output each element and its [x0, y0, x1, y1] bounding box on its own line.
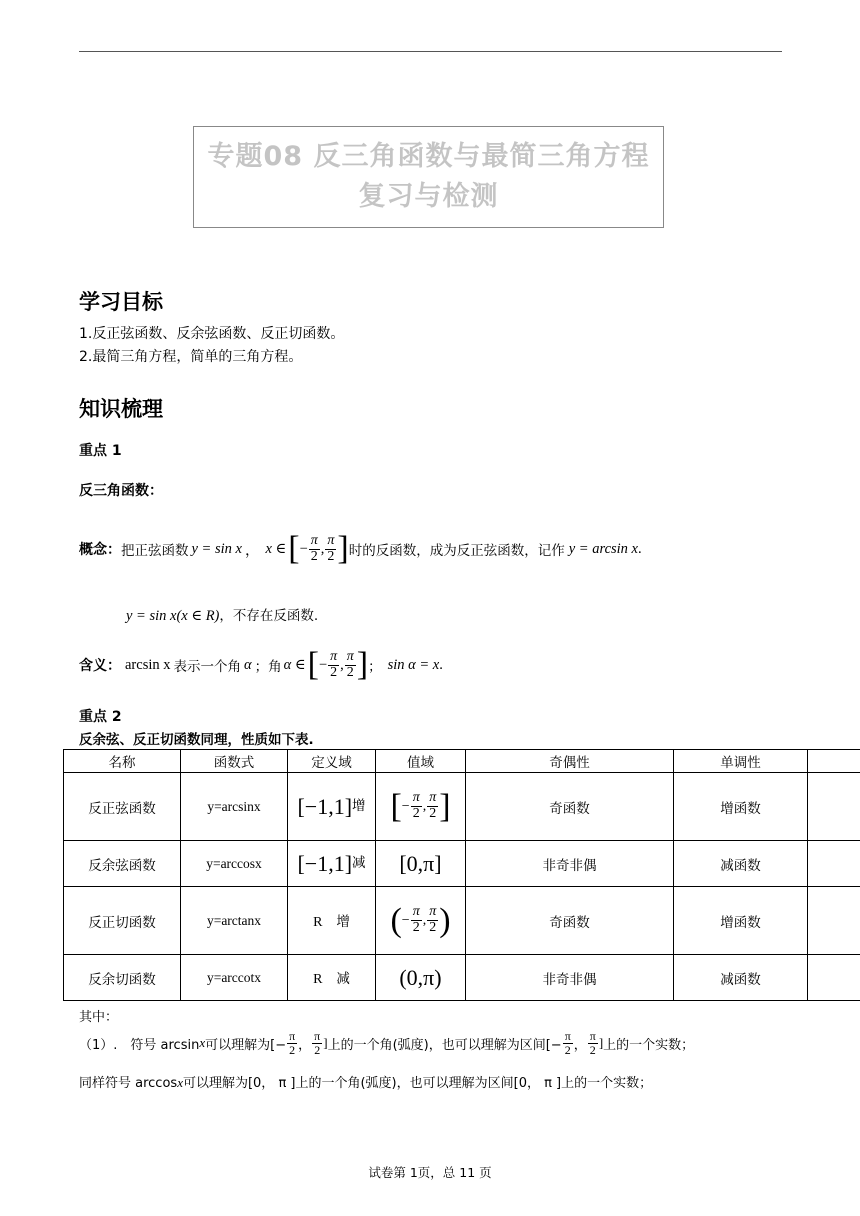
notes-frac-1: $\frac{\pi}{2}$	[289, 1029, 296, 1057]
title-box	[193, 126, 664, 228]
minus-sign-2: −	[318, 656, 328, 673]
concept-text-b: 时的反函数，成为反正弦函数，记作	[348, 543, 565, 559]
meaning-text-c: ；	[368, 659, 382, 675]
concept-expr-b: x ∈	[265, 540, 287, 557]
meaning-text-a: 表示一个角	[173, 659, 241, 675]
cell-monotonicity: 增函数	[674, 887, 808, 955]
no-inverse-text: ，不存在反函数.	[219, 608, 319, 624]
point1-label: 重点 1	[79, 443, 122, 459]
header-rule	[79, 51, 782, 52]
concept-label: 概念：	[79, 542, 121, 558]
concept-expr-a: y = sin x	[191, 540, 242, 557]
cell-domain: [−1,1]减	[288, 841, 376, 887]
cell-formula: y=arctanx	[181, 887, 288, 955]
meaning-expr-a: arcsin x	[125, 656, 171, 673]
notes-frac-4: $\frac{\pi}{2}$	[589, 1029, 596, 1057]
point1-title: 反三角函数：	[79, 483, 163, 499]
concept-line	[79, 532, 642, 566]
meaning-line	[79, 648, 443, 682]
cell-formula: y=arccosx	[181, 841, 288, 887]
cell-domain: R 减	[288, 955, 376, 1001]
fraction-pi-2: $\frac{\pi}{2}$	[327, 532, 335, 564]
cell-extra	[808, 955, 860, 1001]
cell-extra	[808, 841, 860, 887]
meaning-label: 含义：	[79, 658, 121, 674]
cell-monotonicity: 增函数	[674, 773, 808, 841]
cell-range: (− $\frac{\pi}{2}$ , $\frac{\pi}{2}$ )	[376, 887, 466, 955]
cell-name: 反正弦函数	[64, 773, 181, 841]
notes-close-1: ]	[323, 1035, 328, 1051]
cell-parity: 奇函数	[466, 773, 674, 841]
minus-sign: −	[299, 540, 308, 557]
interval-close-bracket: ]	[337, 530, 349, 567]
interval-open-bracket: [	[288, 530, 300, 567]
header-monotonicity: 单调性	[674, 750, 808, 773]
title-line-2: 复习与检测	[358, 181, 499, 212]
meaning-expr-c: sin α = x	[387, 656, 440, 673]
notes-2a: 同样符号 arccos	[79, 1076, 178, 1091]
header-extra	[808, 750, 860, 773]
cell-name: 反余弦函数	[64, 841, 181, 887]
header-name: 名称	[64, 750, 181, 773]
table-row	[64, 841, 860, 887]
header-domain: 定义域	[288, 750, 376, 773]
cell-extra	[808, 887, 860, 955]
comma-2: ,	[340, 656, 344, 673]
fraction-neg-pi-2: $\frac{\pi}{2}$	[310, 532, 318, 564]
title-line-1: 专题08 反三角函数与最简三角方程	[207, 141, 650, 172]
cell-name: 反正切函数	[64, 887, 181, 955]
comma: ,	[320, 540, 325, 557]
cell-range: [− $\frac{\pi}{2}$ , $\frac{\pi}{2}$ ]	[376, 773, 466, 841]
notes-1a: （1）. 符号 arcsin	[79, 1037, 200, 1053]
no-inverse-expr: y = sin x(x ∈ R)	[126, 608, 220, 624]
meaning-expr-b: α ∈	[283, 656, 306, 673]
concept-sep: ，	[244, 542, 260, 559]
meaning-alpha: α	[244, 656, 252, 673]
header-parity: 奇偶性	[466, 750, 674, 773]
notes-2b: 可以理解为[0， π ]上的一个角(弧度)，也可以理解为区间[0， π ]上的一个实数；	[182, 1076, 653, 1091]
header-formula: 函数式	[181, 750, 288, 773]
cell-range: (0,π)	[376, 955, 466, 1001]
knowledge-heading: 知识梳理	[79, 397, 163, 421]
notes-comma-2: ，	[573, 1037, 587, 1053]
point2-label: 重点 2	[79, 709, 122, 725]
cell-name: 反余切函数	[64, 955, 181, 1001]
notes-1b: 可以理解为[−	[205, 1037, 287, 1053]
goals-heading: 学习目标	[79, 290, 163, 314]
cell-range: [0,π]	[376, 841, 466, 887]
notes-1c: 上的一个角(弧度)，也可以理解为区间[−	[327, 1037, 562, 1053]
interval-close-bracket-2: ]	[356, 646, 369, 683]
meaning-end: .	[439, 656, 443, 673]
cell-monotonicity: 减函数	[674, 955, 808, 1001]
table-row	[64, 887, 860, 955]
cell-parity: 非奇非偶	[466, 841, 674, 887]
fraction-pi-2-b: $\frac{\pi}{2}$	[346, 648, 354, 680]
concept-end: .	[638, 540, 642, 557]
goal-item-2: 2.最简三角方程，简单的三角方程。	[79, 349, 303, 365]
notes-frac-2: $\frac{\pi}{2}$	[314, 1029, 321, 1057]
no-inverse-line	[126, 604, 318, 625]
table-row	[64, 955, 860, 1001]
cell-parity: 非奇非偶	[466, 955, 674, 1001]
notes-label: 其中：	[79, 1010, 119, 1025]
table-header-row	[64, 750, 860, 773]
page-footer: 试卷第 1页，总 11 页	[368, 1165, 492, 1180]
notes-line-2	[79, 1072, 652, 1091]
notes-1x: x	[199, 1035, 206, 1051]
notes-close-2: ]	[598, 1035, 604, 1051]
cell-parity: 奇函数	[466, 887, 674, 955]
cell-domain: R 增	[288, 887, 376, 955]
meaning-text-b: ；角	[254, 659, 282, 675]
concept-text-a: 把正弦函数	[121, 543, 189, 559]
notes-line-1	[79, 1030, 694, 1056]
concept-expr-c: y = arcsin x	[568, 540, 638, 557]
cell-extra	[808, 773, 860, 841]
cell-monotonicity: 减函数	[674, 841, 808, 887]
fraction-neg-pi-2-b: $\frac{\pi}{2}$	[330, 648, 338, 680]
header-range: 值域	[376, 750, 466, 773]
notes-frac-3: $\frac{\pi}{2}$	[564, 1029, 571, 1057]
point2-desc: 反余弦、反正切函数同理，性质如下表.	[79, 732, 314, 748]
cell-formula: y=arcsinx	[181, 773, 288, 841]
cell-domain: [−1,1]增	[288, 773, 376, 841]
table-row	[64, 773, 860, 841]
cell-formula: y=arccotx	[181, 955, 288, 1001]
properties-table	[63, 749, 860, 1001]
notes-comma-1: ，	[298, 1037, 312, 1053]
goal-item-1: 1.反正弦函数、反余弦函数、反正切函数。	[79, 326, 345, 342]
interval-open-bracket-2: [	[307, 646, 319, 683]
notes-1d: 上的一个实数；	[603, 1037, 695, 1053]
notes-2x: x	[177, 1075, 183, 1090]
